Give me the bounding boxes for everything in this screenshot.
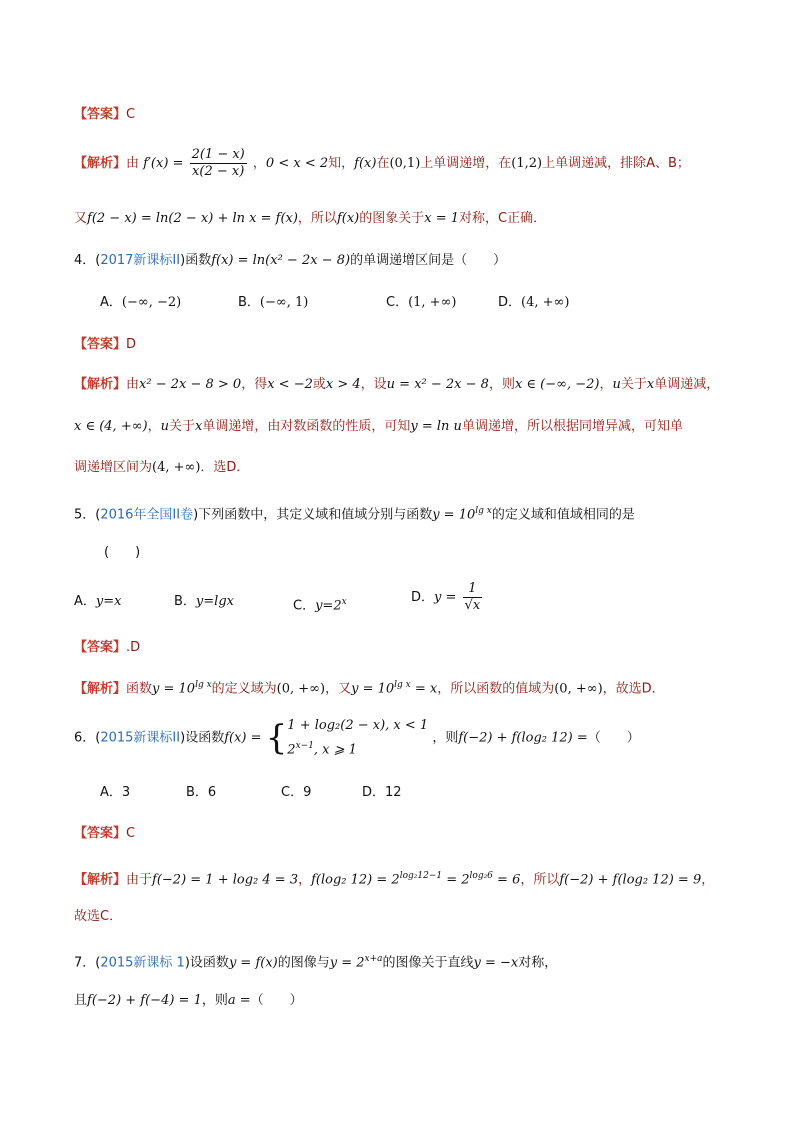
text: 或 <box>312 377 326 392</box>
q6-option-d[interactable] <box>362 784 402 802</box>
text: 在 <box>376 156 390 171</box>
math-superscript: x−1 <box>295 741 314 751</box>
math: y = 10 <box>152 681 196 697</box>
text: 且 <box>74 993 88 1008</box>
option-value: 9 <box>303 785 312 800</box>
text: ，得 <box>241 377 268 392</box>
q6-option-a[interactable] <box>100 784 130 802</box>
text: ， <box>298 872 312 888</box>
text: ) <box>193 507 199 523</box>
math: a = <box>227 993 251 1008</box>
fraction-denominator: x(2 − x) <box>192 164 245 179</box>
q4-answer-line <box>74 336 136 354</box>
option-label: B． <box>174 594 196 609</box>
answer-blank: ( ) <box>104 545 141 560</box>
math: (0,1) <box>389 156 421 171</box>
math: f(−2) + f(−4) = 1 <box>87 993 202 1008</box>
q5-option-b[interactable] <box>174 593 234 611</box>
q5-question <box>74 502 635 524</box>
text: 知， <box>328 156 355 171</box>
option-label: B． <box>186 785 208 800</box>
math: (4, +∞) <box>152 460 201 475</box>
text: 上单调递增，在 <box>420 156 512 171</box>
math: y = 10 <box>432 507 476 523</box>
text: ，故选D． <box>602 681 665 697</box>
option-label: D． <box>362 785 386 800</box>
math: f(−2) + f(log₂ 12) = 9 <box>559 872 702 888</box>
text: 的定义域为 <box>211 681 277 697</box>
math: f(x) = ln(x² − 2x − 8) <box>211 253 351 268</box>
math: y = ln u <box>410 419 462 434</box>
q4-option-d[interactable] <box>498 294 569 312</box>
text: 下列函数中，其定义域和值域分别与函数 <box>198 507 433 523</box>
text: ) <box>180 730 186 746</box>
math: f′(x) = <box>143 156 184 171</box>
answer-blank: （ ） <box>587 730 640 746</box>
option-value: y=x <box>95 594 122 609</box>
math-superscript: lg x <box>394 680 411 690</box>
piecewise-cases <box>287 716 428 760</box>
text: 单调递增，由对数函数的性质，可知 <box>202 419 411 434</box>
math: f(x) = <box>224 730 262 746</box>
question-number: 7．( <box>74 955 101 971</box>
option-label: A． <box>74 594 96 609</box>
question-source: 2015新课标 1 <box>100 955 185 971</box>
option-label: C． <box>281 785 304 800</box>
math-superscript: lg x <box>195 680 212 690</box>
answer-value: C <box>126 826 136 841</box>
q3-analysis-line-1 <box>74 147 690 180</box>
math: x <box>646 377 655 392</box>
question-source: 2015新课标II <box>100 730 181 746</box>
q5-analysis-line-1 <box>74 676 665 698</box>
text: ，则 <box>432 730 459 746</box>
q4-analysis-line-1 <box>74 376 719 394</box>
q6-option-b[interactable] <box>186 784 216 802</box>
math: f(2 − x) = ln(2 − x) + ln x = f(x) <box>87 211 298 226</box>
text: ) <box>184 955 190 971</box>
option-value: 6 <box>207 785 217 800</box>
option-value: y=2 <box>315 598 342 614</box>
math: x ∈ (−∞, −2) <box>514 377 600 392</box>
text: 关于 <box>169 419 196 434</box>
option-value: (4, +∞) <box>521 295 570 310</box>
text: 由 <box>126 156 140 171</box>
text: ，则 <box>488 377 515 392</box>
math: (0, +∞) <box>276 681 326 697</box>
q4-question <box>74 252 506 270</box>
answer-tag: 【答案】 <box>74 826 127 841</box>
math: y = 2 <box>329 955 365 971</box>
analysis-tag: 【解析】 <box>74 156 127 171</box>
text: 函数 <box>185 253 212 268</box>
q6-question <box>74 716 640 760</box>
q3-analysis-line-2 <box>74 210 546 228</box>
q5-answer-line <box>74 639 140 657</box>
q5-paren <box>104 544 140 562</box>
q5-option-a[interactable] <box>74 593 121 611</box>
math: = 2 <box>442 872 470 888</box>
text: ，设 <box>360 377 387 392</box>
q4-option-b[interactable] <box>238 294 308 312</box>
case-2-cond: , x ⩾ 1 <box>313 742 357 758</box>
math: = 6 <box>492 872 521 888</box>
math: = x <box>410 681 438 697</box>
math-superscript: x <box>341 597 347 607</box>
answer-tag: 【答案】 <box>74 640 127 655</box>
math: u <box>160 419 170 434</box>
text: ，所以 <box>297 211 337 226</box>
option-label: B． <box>238 295 260 310</box>
math: u = x² − 2x − 8 <box>386 377 489 392</box>
text: 由 <box>126 377 140 392</box>
answer-blank: （ ） <box>250 993 303 1008</box>
q4-option-a[interactable] <box>100 294 181 312</box>
option-label: C． <box>386 295 409 310</box>
q5-option-d[interactable] <box>411 581 484 614</box>
text: 的单调递增区间是（ ） <box>350 253 507 268</box>
text: 的图象关于 <box>359 211 425 226</box>
text: 故选C． <box>74 909 123 924</box>
math: x > 4 <box>325 377 361 392</box>
option-value: 3 <box>121 785 131 800</box>
option-value: (1, +∞) <box>408 295 457 310</box>
math: f(−2) + f(log₂ 12) = <box>458 730 588 746</box>
math-superscript: lg x <box>475 506 492 516</box>
math: x² − 2x − 8 > 0 <box>139 377 242 392</box>
option-label: C． <box>293 598 316 614</box>
text: 对称， <box>518 955 558 971</box>
text: ，所以函数的值域为 <box>437 681 555 697</box>
text: 的定义域和值域相同的是 <box>491 507 635 523</box>
math: y = 10 <box>351 681 395 697</box>
fraction <box>190 147 247 180</box>
text: ， <box>701 872 715 888</box>
text: 调递增区间为 <box>74 460 153 475</box>
text: ， <box>599 377 613 392</box>
math-superscript: x+a <box>364 954 383 964</box>
q4-analysis-line-3 <box>74 459 249 477</box>
q6-analysis-line-2 <box>74 908 122 926</box>
text: ， <box>252 156 266 171</box>
math: x < −2 <box>267 377 313 392</box>
text: 的图像与 <box>277 955 330 971</box>
text: 的图像关于直线 <box>382 955 474 971</box>
q4-analysis-line-2 <box>74 418 683 436</box>
answer-value: C <box>126 107 136 122</box>
case-1: 1 + log₂(2 − x), x < 1 <box>287 718 429 733</box>
math: (0, +∞) <box>554 681 603 697</box>
text: 上单调递减，排除A、B； <box>542 156 690 171</box>
q5-option-c[interactable] <box>293 593 347 615</box>
math: x = 1 <box>424 211 460 226</box>
math: y = f(x) <box>228 955 278 971</box>
text: 设函数 <box>189 955 229 971</box>
fraction-denominator: √x <box>464 598 481 613</box>
q3-answer-line <box>74 106 135 124</box>
text: 关于 <box>620 377 647 392</box>
left-brace: { <box>265 718 288 759</box>
text: ，所以 <box>520 872 560 888</box>
text: ) <box>180 253 186 268</box>
math: f(log₂ 12) = 2 <box>311 872 400 888</box>
math: x ∈ (4, +∞) <box>74 419 148 434</box>
question-source: 2017新课标II <box>100 253 181 268</box>
analysis-tag: 【解析】 <box>74 377 127 392</box>
math: (1,2) <box>511 156 543 171</box>
q6-analysis-line-1 <box>74 867 714 889</box>
text: 函数 <box>126 681 153 697</box>
question-number: 6．( <box>74 730 101 746</box>
fraction-numerator: 1 <box>463 581 483 598</box>
option-value: (−∞, −2) <box>121 295 182 310</box>
math: f(−2) = 1 + log₂ 4 = 3 <box>152 872 299 888</box>
analysis-tag: 【解析】 <box>74 681 127 697</box>
option-value: y=lgx <box>195 594 234 609</box>
q6-answer-line <box>74 825 135 843</box>
math: y = −x <box>473 955 519 971</box>
option-label: A． <box>100 295 122 310</box>
question-source: 2016年全国II卷 <box>100 507 194 523</box>
math: f(x) <box>354 156 377 171</box>
fraction <box>463 581 483 614</box>
q7-question-line-2 <box>74 992 303 1010</box>
option-value: y = <box>434 590 457 605</box>
text: 由于 <box>126 872 153 888</box>
option-value: (−∞, 1) <box>259 295 309 310</box>
analysis-tag: 【解析】 <box>74 872 127 888</box>
math: u <box>612 377 621 392</box>
question-number: 5．( <box>74 507 101 523</box>
question-number: 4．( <box>74 253 101 268</box>
math-superscript: log₂12−1 <box>399 871 443 881</box>
fraction-numerator: 2(1 − x) <box>191 147 245 162</box>
text: 又 <box>74 211 88 226</box>
text: 设函数 <box>185 730 225 746</box>
q6-option-c[interactable] <box>281 784 311 802</box>
answer-tag: 【答案】 <box>74 107 127 122</box>
option-label: D． <box>498 295 522 310</box>
math-superscript: log₂6 <box>469 871 493 881</box>
answer-tag: 【答案】 <box>74 337 127 352</box>
math: 0 < x < 2 <box>265 156 329 171</box>
math: f(x) <box>336 211 360 226</box>
text: ．选D． <box>200 460 250 475</box>
option-value: 12 <box>385 785 402 800</box>
text: 单调递减， <box>654 377 720 392</box>
answer-value: D <box>126 337 137 352</box>
answer-value: .D <box>126 640 141 655</box>
option-label: D． <box>411 590 435 605</box>
math: x <box>195 419 203 434</box>
text: ，又 <box>325 681 352 697</box>
text: 单调递增，所以根据同增异减，可知单 <box>461 419 683 434</box>
q4-option-c[interactable] <box>386 294 456 312</box>
case-2: 2 <box>287 742 296 758</box>
option-label: A． <box>100 785 122 800</box>
text: ，则 <box>201 993 228 1008</box>
text: ， <box>147 419 161 434</box>
text: 对称，C正确． <box>459 211 547 226</box>
q7-question-line-1 <box>74 950 557 972</box>
